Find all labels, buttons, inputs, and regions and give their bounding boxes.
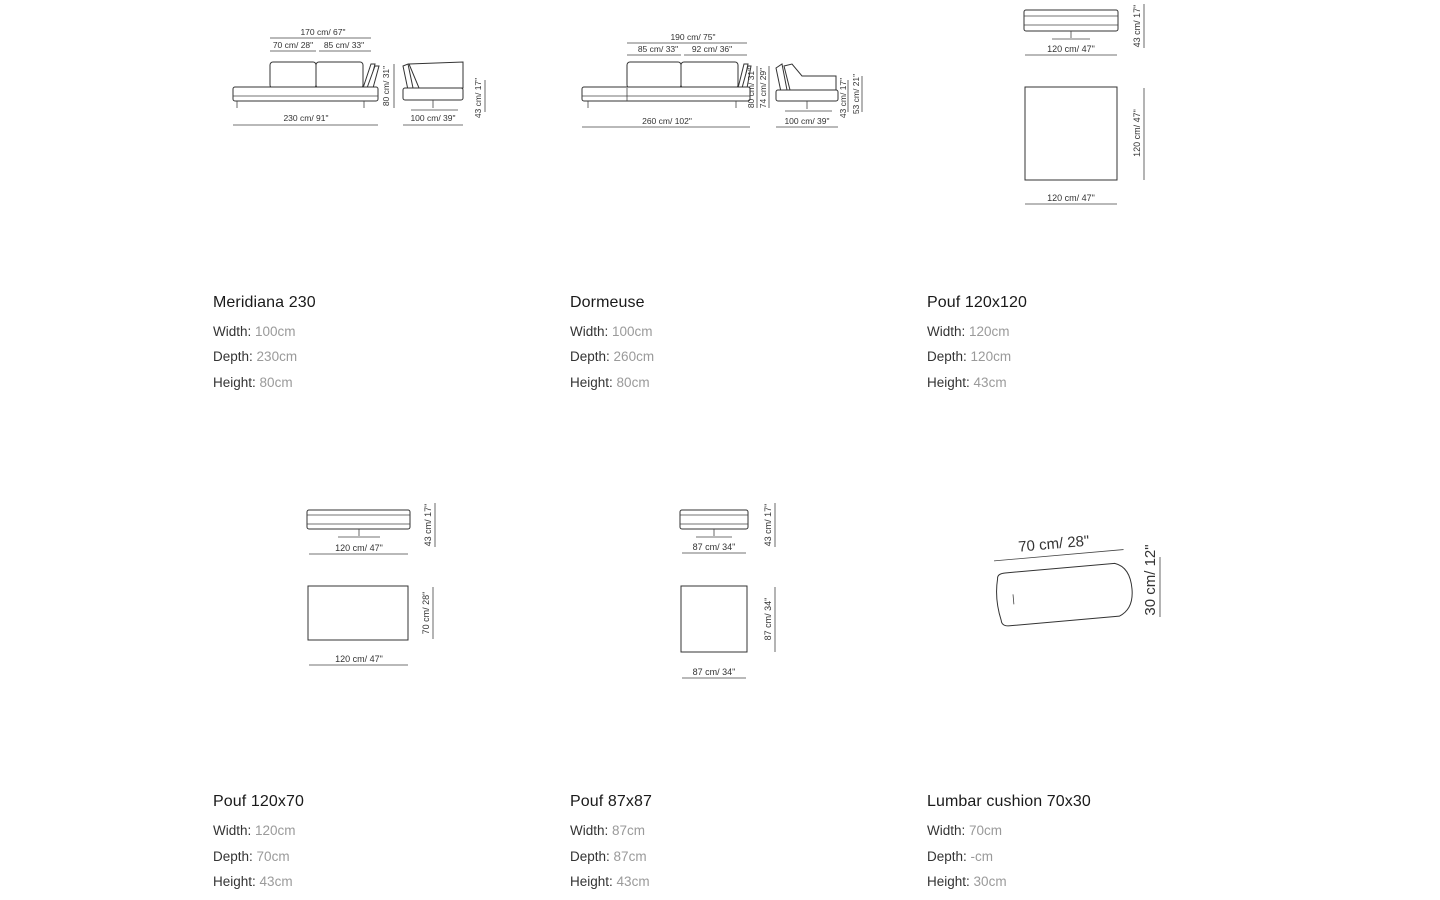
dim-label: 260 cm/ 102" [642,116,692,126]
spec-depth [570,849,647,864]
product-title: Pouf 120x70 [213,793,304,810]
dim-label: 100 cm/ 39" [784,116,830,126]
spec-depth [213,349,297,364]
dim-label: 74 cm/ 29" [758,67,768,109]
spec-label: Depth: [213,349,253,364]
product-title: Dormeuse [570,294,645,311]
product-title: Meridiana 230 [213,294,316,311]
dim-label: 100 cm/ 39" [410,113,456,123]
dim-label: 70 cm/ 28" [272,40,314,50]
spec-width [927,324,1010,339]
dim-label: 80 cm/ 31" [381,65,391,107]
spec-label: Depth: [213,849,253,864]
spec-width [213,823,296,838]
pouf-120x70-diagram [213,495,473,675]
meridiana-diagram [213,0,513,140]
dim-label: 87 cm/ 34" [692,542,736,552]
dim-label: 43 cm/ 17" [1132,4,1142,48]
spec-label: Height: [213,375,256,390]
dim-label: 30 cm/ 12" [1142,544,1159,616]
dim-label: 170 cm/ 67" [300,27,346,37]
spec-value: 70cm [969,823,1003,838]
dim-label: 87 cm/ 34" [763,597,773,641]
dim-label: 190 cm/ 75" [670,32,716,42]
spec-label: Height: [927,375,970,390]
spec-height [927,874,1007,889]
product-title: Lumbar cushion 70x30 [927,793,1091,810]
dim-label: 85 cm/ 33" [637,44,679,54]
spec-height [213,874,293,889]
spec-label: Height: [213,874,256,889]
dim-label: 92 cm/ 36" [691,44,733,54]
spec-label: Width: [213,324,252,339]
dim-label: 80 cm/ 31" [746,67,756,109]
spec-value: 87cm [613,849,647,864]
spec-label: Depth: [570,849,610,864]
spec-value: 43cm [259,874,293,889]
spec-width [570,823,645,838]
spec-label: Width: [570,823,609,838]
spec-value: 80cm [259,375,293,390]
spec-value: 260cm [613,349,655,364]
spec-depth [213,849,290,864]
pouf-120x120-diagram [927,0,1187,220]
spec-label: Width: [570,324,609,339]
dim-label: 120 cm/ 47" [1132,109,1142,157]
dim-label: 70 cm/ 28" [421,591,431,635]
spec-value: 43cm [616,874,650,889]
dim-label: 85 cm/ 33" [323,40,365,50]
pouf-87x87-diagram [570,495,830,695]
dim-label: 120 cm/ 47" [1047,44,1095,54]
dim-label: 120 cm/ 47" [335,654,383,664]
spec-label: Depth: [570,349,610,364]
spec-width [570,324,653,339]
product-title: Pouf 87x87 [570,793,652,810]
spec-value: 100cm [255,324,296,339]
spec-height [570,375,650,390]
spec-label: Height: [570,874,613,889]
dim-label: 53 cm/ 21" [851,73,861,115]
dormeuse-diagram [570,0,890,140]
spec-label: Height: [570,375,613,390]
spec-label: Height: [927,874,970,889]
spec-value: 100cm [612,324,653,339]
spec-label: Width: [927,823,966,838]
lumbar-cushion-diagram [927,495,1207,655]
spec-value: 87cm [612,823,646,838]
spec-depth [927,849,993,864]
spec-label: Width: [927,324,966,339]
dim-label: 230 cm/ 91" [283,113,329,123]
spec-value: 120cm [255,823,296,838]
dim-label: 120 cm/ 47" [335,543,383,553]
spec-label: Depth: [927,849,967,864]
dim-label: 87 cm/ 34" [692,667,736,677]
spec-width [927,823,1002,838]
dim-label: 43 cm/ 17" [838,77,848,119]
spec-value: 43cm [973,375,1007,390]
spec-value: 70cm [256,849,290,864]
spec-label: Depth: [927,349,967,364]
spec-value: 80cm [616,375,650,390]
spec-depth [927,349,1011,364]
dim-label: 43 cm/ 17" [423,503,433,547]
dim-label: 43 cm/ 17" [473,77,483,119]
spec-label: Width: [213,823,252,838]
spec-height [570,874,650,889]
spec-height [213,375,293,390]
spec-value: -cm [970,849,994,864]
dim-label: 120 cm/ 47" [1047,193,1095,203]
spec-value: 230cm [256,349,298,364]
dim-label: 70 cm/ 28" [1017,532,1090,556]
spec-value: 120cm [969,324,1010,339]
dim-label: 43 cm/ 17" [763,503,773,547]
spec-height [927,375,1007,390]
product-title: Pouf 120x120 [927,294,1027,311]
spec-width [213,324,296,339]
spec-depth [570,349,654,364]
spec-value: 30cm [973,874,1007,889]
spec-value: 120cm [970,349,1012,364]
